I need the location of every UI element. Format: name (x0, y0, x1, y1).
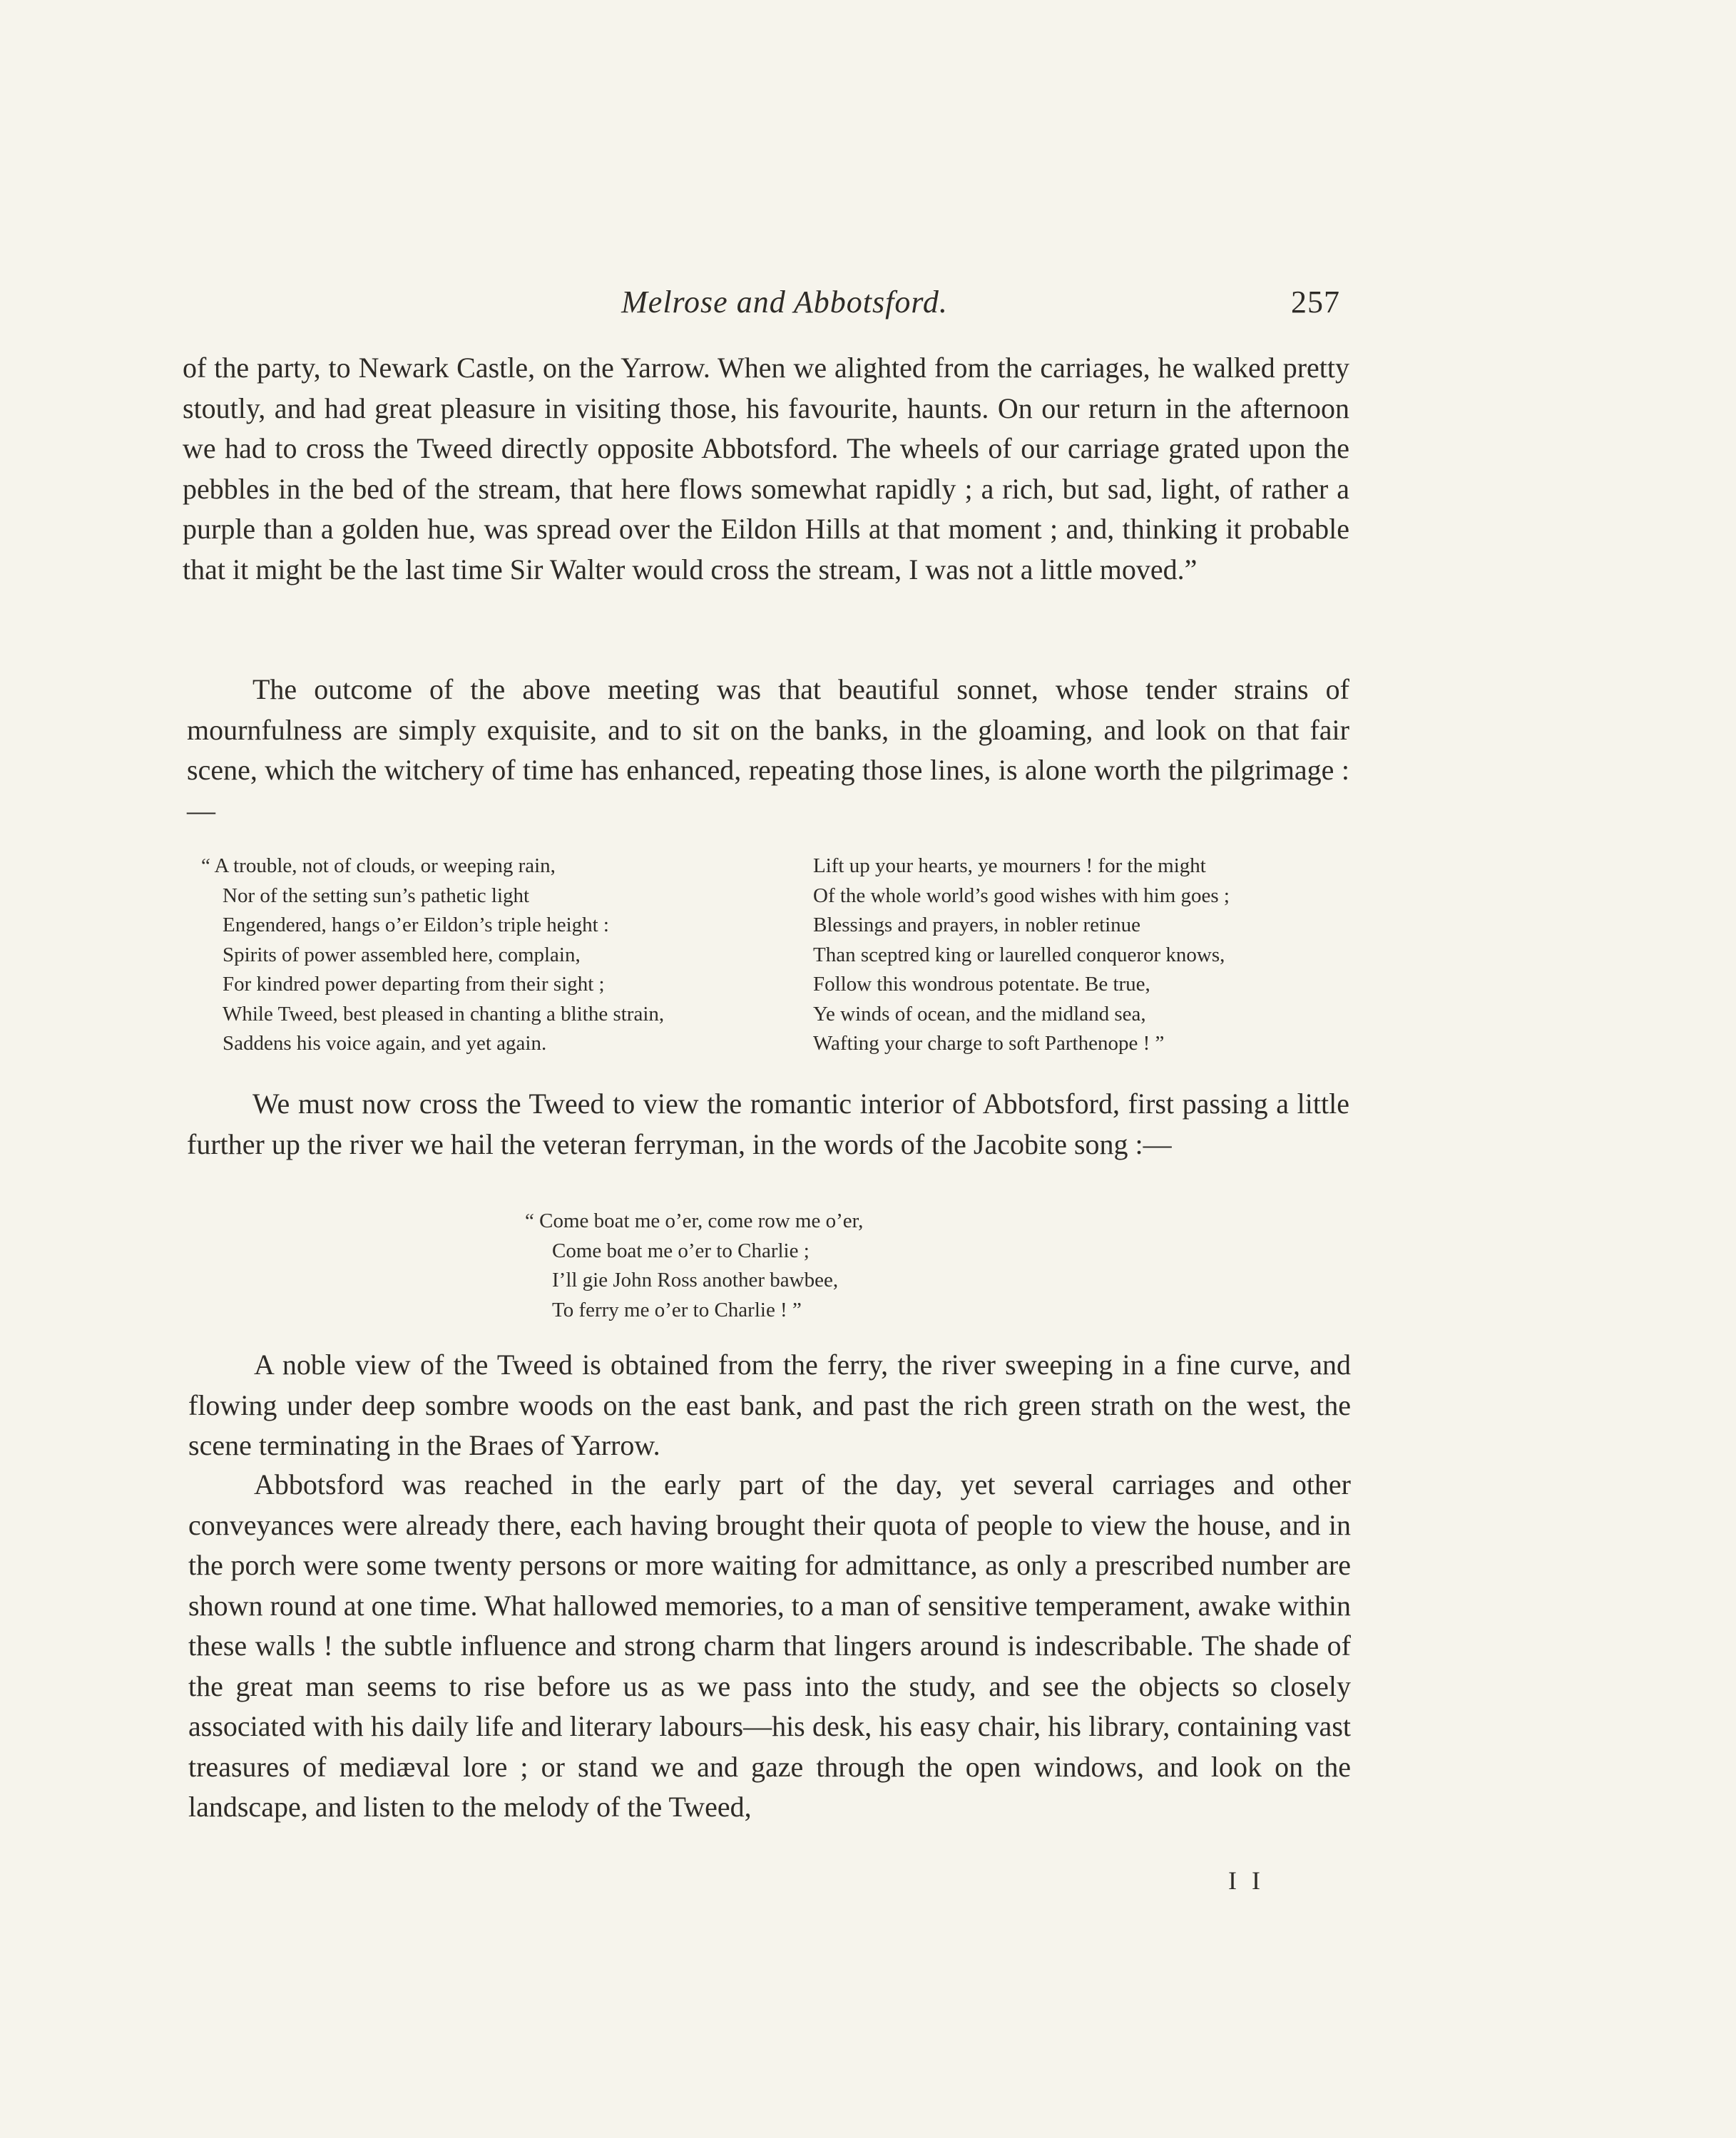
sonnet-right-column (813, 851, 1230, 1059)
page-number: 257 (1291, 285, 1340, 319)
paragraph-2: The outcome of the above meeting was that beautiful sonnet, whose tender strains of mournfulness are simply exquisite, and to sit on the banks, in the gloaming, and look on that fair scene, which the witchery of time has enhanced, repeating those lines, is alone worth the pilgrimage :— (187, 673, 1349, 827)
sonnet-line: Spirits of power assembled here, complain, (223, 943, 581, 966)
sonnet-line: Saddens his voice again, and yet again. (223, 1032, 547, 1055)
jacobite-song (525, 1207, 863, 1325)
paragraph-4: A noble view of the Tweed is obtained from the ferry, the river sweeping in a fine curve, and flowing under deep sombre woods on the east bank, and past the rich green strath on the west, the scene terminating in the Braes of Yarrow. (188, 1349, 1351, 1461)
sonnet-left-column (201, 851, 664, 1059)
paragraph-5: Abbotsford was reached in the early part of the day, yet several carriages and other conveyances were already there, each having brought their quota of people to view the house, and in the porch were some twenty persons or more waiting for admittance, as only a prescribed number are shown round at one time. What hallowed memories, to a man of sensitive temperament, awake within these walls ! the subtle influence and strong charm that lingers around is indescribable. The shade of the great man seems to rise before us as we pass into the study, and see the objects so closely associated with his daily life and literary labours—his desk, his easy chair, his library, containing vast treasures of mediæval lore ; or stand we and gaze through the open windows, and look on the landscape, and listen to the melody of the Tweed, (188, 1468, 1351, 1823)
song-line: To ferry me o’er to Charlie ! ” (552, 1298, 802, 1321)
sonnet-line: While Tweed, best pleased in chanting a blithe strain, (223, 1002, 665, 1025)
song-line: I’ll gie John Ross another bawbee, (552, 1269, 839, 1292)
sonnet-line: Ye winds of ocean, and the midland sea, (813, 1002, 1146, 1025)
sonnet-line: Nor of the setting sun’s pathetic light (223, 884, 530, 907)
paragraph-1: of the party, to Newark Castle, on the Yarrow. When we alighted from the carriages, he walked pretty stoutly, and had great pleasure in visiting those, his favourite, haunts. On our return in the afternoon we had to cross the Tweed directly opposite Abbotsford. The wheels of our carriage grated upon the pebbles in the bed of the stream, that here flows somewhat rapidly ; a rich, but sad, light, of rather a purple than a golden hue, was spread over the Eildon Hills at that moment ; and, thinking it probable that it might be the last time Sir Walter would cross the stream, I was not a little moved.” (183, 352, 1349, 585)
sonnet-line: “ A trouble, not of clouds, or weeping rain, (201, 854, 556, 877)
song-line: Come boat me o’er to Charlie ; (552, 1239, 810, 1262)
signature-mark: I I (1228, 1866, 1265, 1895)
sonnet-line: Wafting your charge to soft Parthenope ! ” (813, 1032, 1165, 1055)
running-title: Melrose and Abbotsford. (621, 285, 948, 319)
sonnet-line: Than sceptred king or laurelled conqueror knows, (813, 943, 1225, 966)
song-line: “ Come boat me o’er, come row me o’er, (525, 1209, 864, 1232)
sonnet-line: Blessings and prayers, in nobler retinue (813, 914, 1141, 936)
sonnet-line: Follow this wondrous potentate. Be true, (813, 973, 1150, 996)
sonnet-line: Of the whole world’s good wishes with him goes ; (813, 884, 1230, 907)
sonnet-line: Engendered, hangs o’er Eildon’s triple height : (223, 914, 609, 936)
sonnet-line: Lift up your hearts, ye mourners ! for the might (813, 854, 1206, 877)
paragraph-3: We must now cross the Tweed to view the romantic interior of Abbotsford, first passing a little further up the river we hail the veteran ferryman, in the words of the Jacobite song :— (187, 1088, 1349, 1160)
sonnet-line: For kindred power departing from their sight ; (223, 973, 605, 996)
